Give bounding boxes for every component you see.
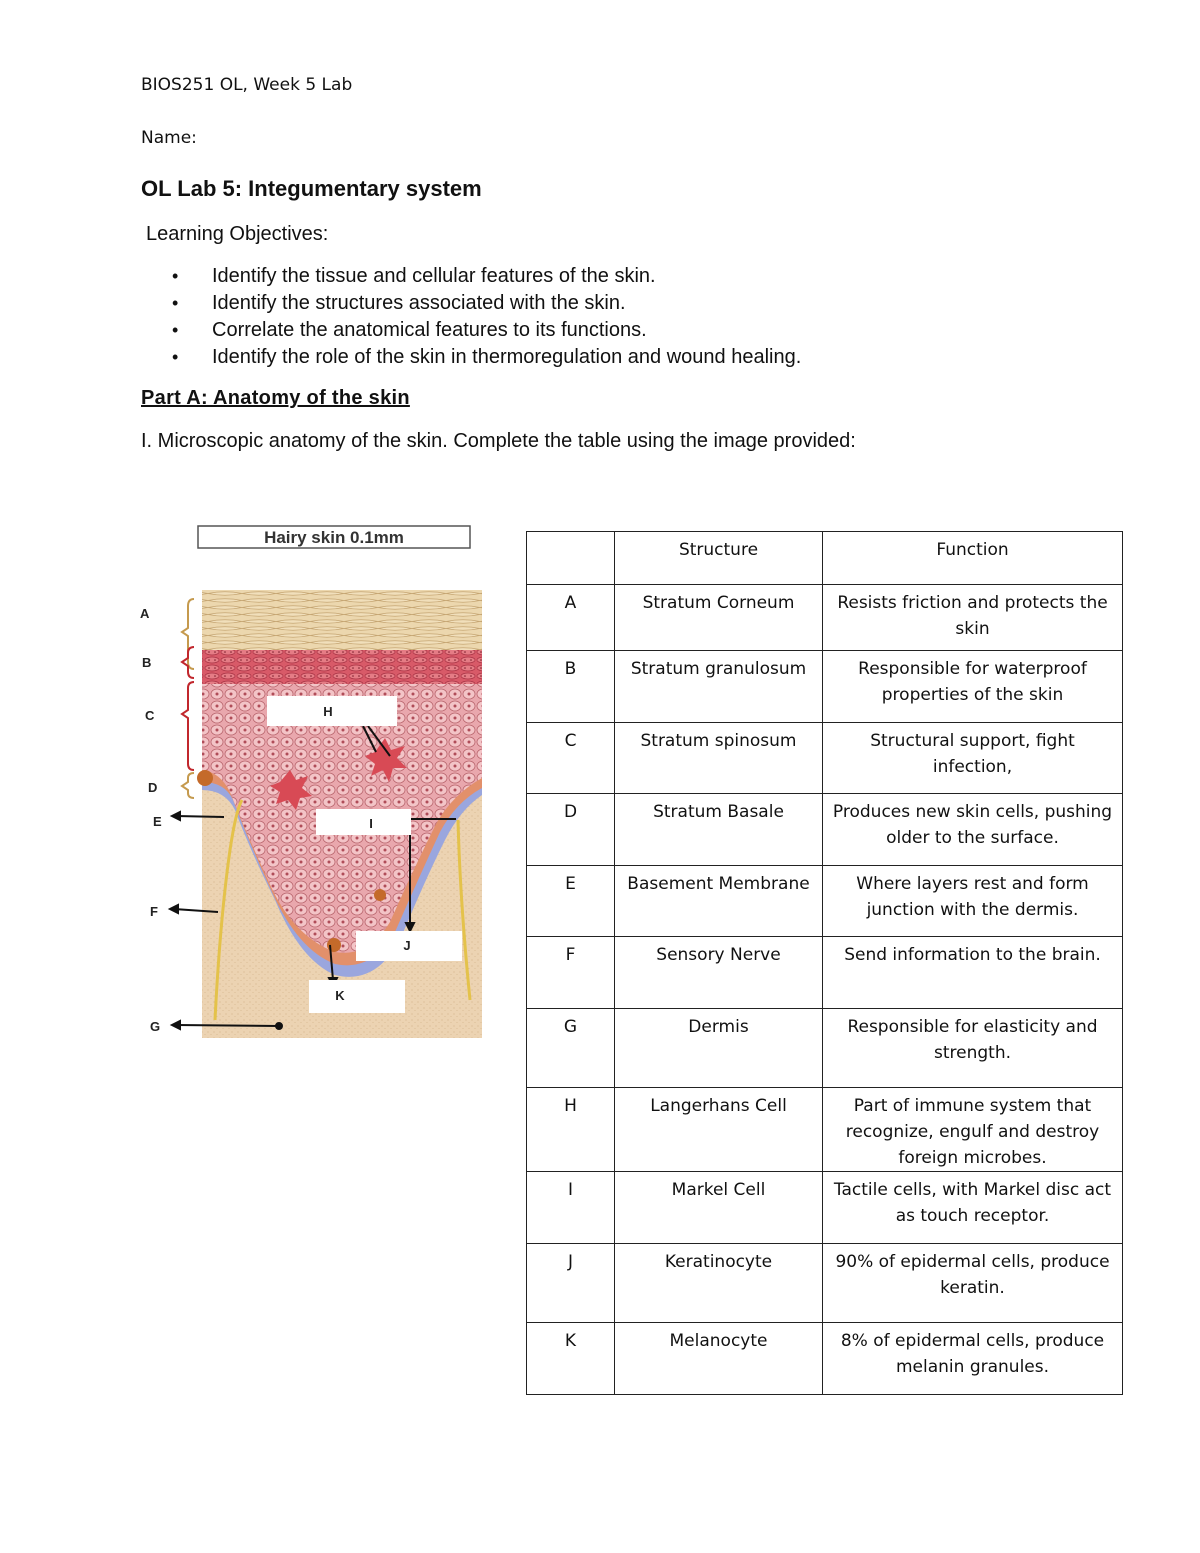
row-function: 90% of epidermal cells, produce keratin. xyxy=(823,1244,1123,1323)
learning-objectives-list xyxy=(172,264,801,372)
melanocyte xyxy=(197,770,213,786)
row-label: D xyxy=(527,794,615,866)
learning-objectives-heading: Learning Objectives: xyxy=(146,223,329,245)
page-title: OL Lab 5: Integumentary system xyxy=(141,176,482,201)
row-function: Responsible for elasticity and strength. xyxy=(823,1009,1123,1088)
bullet-icon: • xyxy=(172,293,179,313)
table-row xyxy=(527,723,1123,794)
label-j: J xyxy=(403,938,411,953)
label-box-i xyxy=(316,809,411,835)
objective-item xyxy=(172,291,801,318)
table-header-row xyxy=(527,532,1123,585)
row-label: C xyxy=(527,723,615,794)
table-row xyxy=(527,1244,1123,1323)
row-structure: Sensory Nerve xyxy=(615,937,823,1009)
part-a-instruction: I. Microscopic anatomy of the skin. Complete the table using the image provided: xyxy=(141,430,856,452)
label-box-k xyxy=(309,980,405,1013)
skin-diagram xyxy=(140,520,490,1045)
skin-structure-table xyxy=(526,531,1123,1395)
header-structure: Structure xyxy=(615,532,823,585)
row-function: Responsible for waterproof properties of the skin xyxy=(823,651,1123,723)
caption-text: Hairy skin 0.1mm xyxy=(264,528,404,547)
row-function: Produces new skin cells, pushing older to the surface. xyxy=(823,794,1123,866)
row-label: G xyxy=(527,1009,615,1088)
label-h: H xyxy=(323,704,333,719)
objective-item xyxy=(172,318,801,345)
row-structure: Keratinocyte xyxy=(615,1244,823,1323)
row-structure: Stratum granulosum xyxy=(615,651,823,723)
table-row xyxy=(527,1009,1123,1088)
row-function: Where layers rest and form junction with the dermis. xyxy=(823,866,1123,937)
layer-brackets xyxy=(182,599,194,798)
table-row xyxy=(527,937,1123,1009)
objective-item xyxy=(172,345,801,372)
row-label: B xyxy=(527,651,615,723)
label-k: K xyxy=(335,988,345,1003)
objective-text: Identify the tissue and cellular features of the skin. xyxy=(212,265,656,287)
table-row xyxy=(527,1088,1123,1172)
row-label: K xyxy=(527,1323,615,1395)
row-structure: Stratum Basale xyxy=(615,794,823,866)
row-label: A xyxy=(527,585,615,651)
course-header: BIOS251 OL, Week 5 Lab xyxy=(141,75,353,95)
objective-text: Identify the role of the skin in thermoregulation and wound healing. xyxy=(212,346,802,368)
melanocyte-2 xyxy=(327,938,341,952)
bullet-icon: • xyxy=(172,347,179,367)
row-structure: Stratum Corneum xyxy=(615,585,823,651)
stratum-granulosum xyxy=(202,648,482,684)
label-a: A xyxy=(140,606,150,621)
row-structure: Langerhans Cell xyxy=(615,1088,823,1172)
objective-item xyxy=(172,264,801,291)
row-function: Resists friction and protects the skin xyxy=(823,585,1123,651)
stratum-corneum xyxy=(202,590,482,650)
bullet-icon: • xyxy=(172,320,179,340)
table-row xyxy=(527,651,1123,723)
label-e: E xyxy=(153,814,162,829)
row-function: Tactile cells, with Markel disc act as touch receptor. xyxy=(823,1172,1123,1244)
label-i: I xyxy=(369,816,373,831)
label-b: B xyxy=(142,655,152,670)
name-label: Name: xyxy=(141,128,197,148)
row-label: J xyxy=(527,1244,615,1323)
label-g: G xyxy=(150,1019,161,1034)
table-row xyxy=(527,1172,1123,1244)
row-label: E xyxy=(527,866,615,937)
row-structure: Melanocyte xyxy=(615,1323,823,1395)
table-row xyxy=(527,585,1123,651)
row-function: Structural support, fight infection, xyxy=(823,723,1123,794)
bullet-icon: • xyxy=(172,266,179,286)
row-function: 8% of epidermal cells, produce melanin granules. xyxy=(823,1323,1123,1395)
label-d: D xyxy=(148,780,158,795)
table-row xyxy=(527,866,1123,937)
row-label: I xyxy=(527,1172,615,1244)
objective-text: Correlate the anatomical features to its functions. xyxy=(212,319,647,341)
row-structure: Stratum spinosum xyxy=(615,723,823,794)
row-label: H xyxy=(527,1088,615,1172)
label-f: F xyxy=(150,904,158,919)
label-c: C xyxy=(145,708,155,723)
header-label xyxy=(527,532,615,585)
row-structure: Dermis xyxy=(615,1009,823,1088)
row-label: F xyxy=(527,937,615,1009)
row-function: Send information to the brain. xyxy=(823,937,1123,1009)
row-function: Part of immune system that recognize, engulf and destroy foreign microbes. xyxy=(823,1088,1123,1172)
table-row xyxy=(527,794,1123,866)
objective-text: Identify the structures associated with the skin. xyxy=(212,292,626,314)
melanocyte-3 xyxy=(374,889,386,901)
part-a-heading: Part A: Anatomy of the skin xyxy=(141,387,410,409)
row-structure: Basement Membrane xyxy=(615,866,823,937)
table-row xyxy=(527,1323,1123,1395)
header-function: Function xyxy=(823,532,1123,585)
row-structure: Markel Cell xyxy=(615,1172,823,1244)
